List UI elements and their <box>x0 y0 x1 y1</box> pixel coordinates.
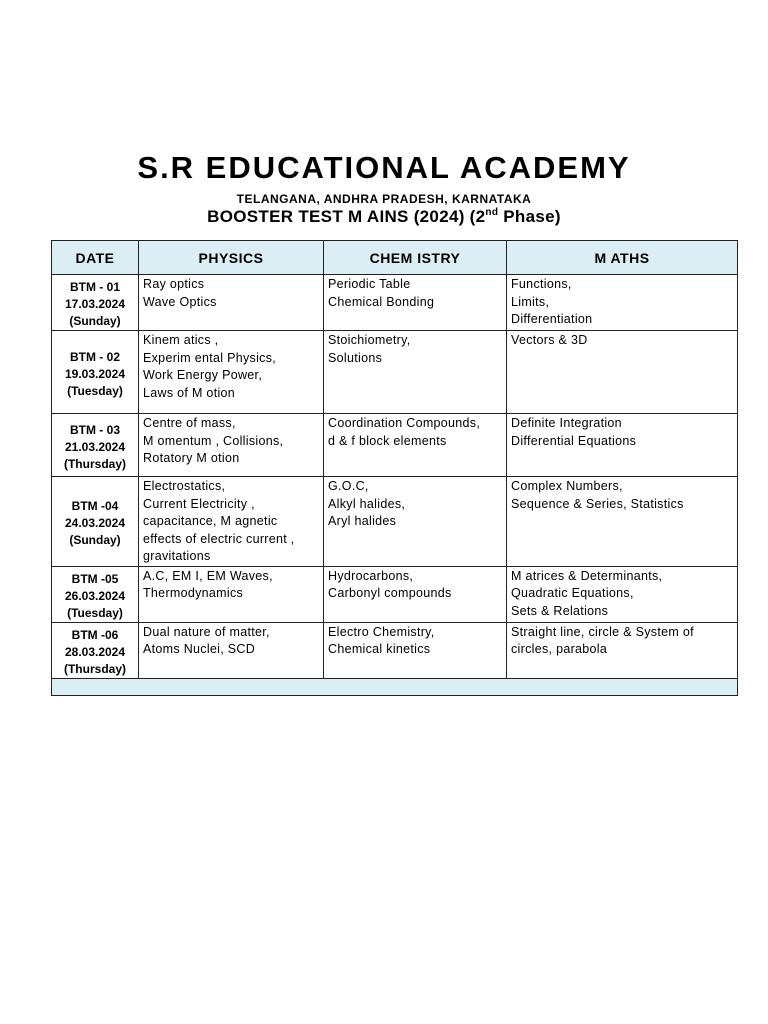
maths-cell <box>507 477 738 567</box>
chemistry-cell <box>324 414 507 477</box>
chemistry-topic: Electro Chemistry, <box>328 624 435 639</box>
chemistry-topic: Coordination Compounds, <box>328 416 481 430</box>
schedule-body <box>52 275 738 696</box>
maths-topic: Quadratic Equations, <box>511 586 634 600</box>
maths-cell <box>507 414 738 477</box>
physics-topic: Laws of M otion <box>143 385 236 400</box>
column-header-maths: M ATHS <box>507 241 738 275</box>
date-date: 28.03.2024 <box>64 644 126 659</box>
table-row <box>52 414 738 477</box>
date-date: 19.03.2024 <box>64 366 126 381</box>
date-date: 26.03.2024 <box>64 588 126 603</box>
physics-topic: Rotatory M otion <box>143 451 240 465</box>
physics-topic: M omentum , Collisions, <box>143 433 284 448</box>
test-name: BOOSTER TEST M AINS (2024) (2 <box>207 207 486 226</box>
maths-topic: M atrices & Determinants, <box>511 568 663 583</box>
column-header-chemistry: CHEM ISTRY <box>324 241 507 275</box>
table-row <box>52 477 738 567</box>
physics-topic: effects of electric current , <box>143 531 295 546</box>
maths-topic: Sequence & Series, Statistics <box>511 496 684 511</box>
table-row <box>52 275 738 331</box>
chemistry-topic: Alkyl halides, <box>328 496 406 511</box>
date-date: 24.03.2024 <box>64 515 126 530</box>
date-code: BTM - 02 <box>69 349 120 364</box>
date-code: BTM -04 <box>71 498 119 513</box>
date-day: (Thursday) <box>63 456 126 471</box>
chemistry-topic: Periodic Table <box>328 277 411 291</box>
date-cell <box>52 414 139 477</box>
table-header-row <box>52 241 738 275</box>
chemistry-cell <box>324 275 507 331</box>
maths-cell <box>507 275 738 331</box>
physics-topic: Electrostatics, <box>143 479 226 493</box>
table-footer-cell <box>52 678 738 695</box>
chemistry-cell <box>324 566 507 622</box>
maths-topic: Straight line, circle & System of <box>511 624 694 639</box>
physics-topic: Current Electricity , <box>143 496 255 511</box>
physics-topic: Experim ental Physics, <box>143 350 277 365</box>
date-cell <box>52 477 139 567</box>
test-title <box>0 207 768 227</box>
date-cell <box>52 331 139 414</box>
maths-topic: circles, parabola <box>511 642 608 656</box>
physics-topic: Atoms Nuclei, SCD <box>143 642 256 656</box>
physics-topic: gravitations <box>143 549 211 563</box>
maths-topic: Sets & Relations <box>511 603 609 618</box>
physics-cell <box>139 622 324 678</box>
date-cell <box>52 566 139 622</box>
physics-topic: Centre of mass, <box>143 416 236 430</box>
date-day: (Sunday) <box>69 314 121 328</box>
column-header-date: DATE <box>52 241 139 275</box>
maths-topic: Differentiation <box>511 312 593 326</box>
physics-topic: Work Energy Power, <box>143 368 263 382</box>
date-code: BTM -05 <box>71 571 119 586</box>
maths-cell <box>507 566 738 622</box>
physics-topic: Wave Optics <box>143 294 217 309</box>
physics-topic: Dual nature of matter, <box>143 624 270 639</box>
maths-topic: Complex Numbers, <box>511 479 623 493</box>
column-header-physics: PHYSICS <box>139 241 324 275</box>
date-day: (Tuesday) <box>67 605 123 620</box>
physics-cell <box>139 331 324 414</box>
physics-cell <box>139 275 324 331</box>
phase-suffix: Phase) <box>498 207 561 226</box>
maths-cell <box>507 622 738 678</box>
date-code: BTM -06 <box>71 627 119 642</box>
maths-cell <box>507 331 738 414</box>
chemistry-topic: Stoichiometry, <box>328 333 411 347</box>
table-row <box>52 566 738 622</box>
table-footer-row <box>52 678 738 695</box>
physics-topic: Thermodynamics <box>143 586 244 600</box>
physics-cell <box>139 477 324 567</box>
academy-title: S.R EDUCATIONAL ACADEMY <box>137 150 631 185</box>
chemistry-topic: Chemical Bonding <box>328 294 435 309</box>
phase-superscript: nd <box>485 207 499 218</box>
physics-cell <box>139 566 324 622</box>
chemistry-topic: Aryl halides <box>328 514 397 528</box>
physics-topic: A.C, EM I, EM Waves, <box>143 568 273 583</box>
date-date: 21.03.2024 <box>64 439 126 454</box>
schedule-table <box>51 240 738 696</box>
chemistry-topic: Carbonyl compounds <box>328 586 452 600</box>
date-day: (Thursday) <box>63 661 126 676</box>
chemistry-cell <box>324 477 507 567</box>
date-day: (Sunday) <box>69 532 121 547</box>
date-cell <box>52 622 139 678</box>
states-subtitle: TELANGANA, ANDHRA PRADESH, KARNATAKA <box>236 192 532 206</box>
table-row <box>52 622 738 678</box>
date-day: (Tuesday) <box>67 383 123 398</box>
chemistry-topic: Hydrocarbons, <box>328 568 414 583</box>
date-code: BTM - 01 <box>69 280 120 294</box>
maths-topic: Definite Integration <box>511 416 622 430</box>
date-date: 17.03.2024 <box>64 297 126 311</box>
chemistry-cell <box>324 622 507 678</box>
date-code: BTM - 03 <box>69 422 120 437</box>
physics-topic: Ray optics <box>143 277 205 291</box>
maths-topic: Functions, <box>511 277 572 291</box>
maths-topic: Differential Equations <box>511 433 637 448</box>
physics-topic: capacitance, M agnetic <box>143 514 278 528</box>
maths-topic: Vectors & 3D <box>511 333 588 347</box>
chemistry-topic: Chemical kinetics <box>328 642 431 656</box>
chemistry-topic: G.O.C, <box>328 479 369 493</box>
chemistry-topic: Solutions <box>328 350 383 365</box>
maths-topic: Limits, <box>511 294 550 309</box>
chemistry-topic: d & f block elements <box>328 433 447 448</box>
physics-topic: Kinem atics , <box>143 333 219 347</box>
physics-cell <box>139 414 324 477</box>
table-row <box>52 331 738 414</box>
date-cell <box>52 275 139 331</box>
chemistry-cell <box>324 331 507 414</box>
